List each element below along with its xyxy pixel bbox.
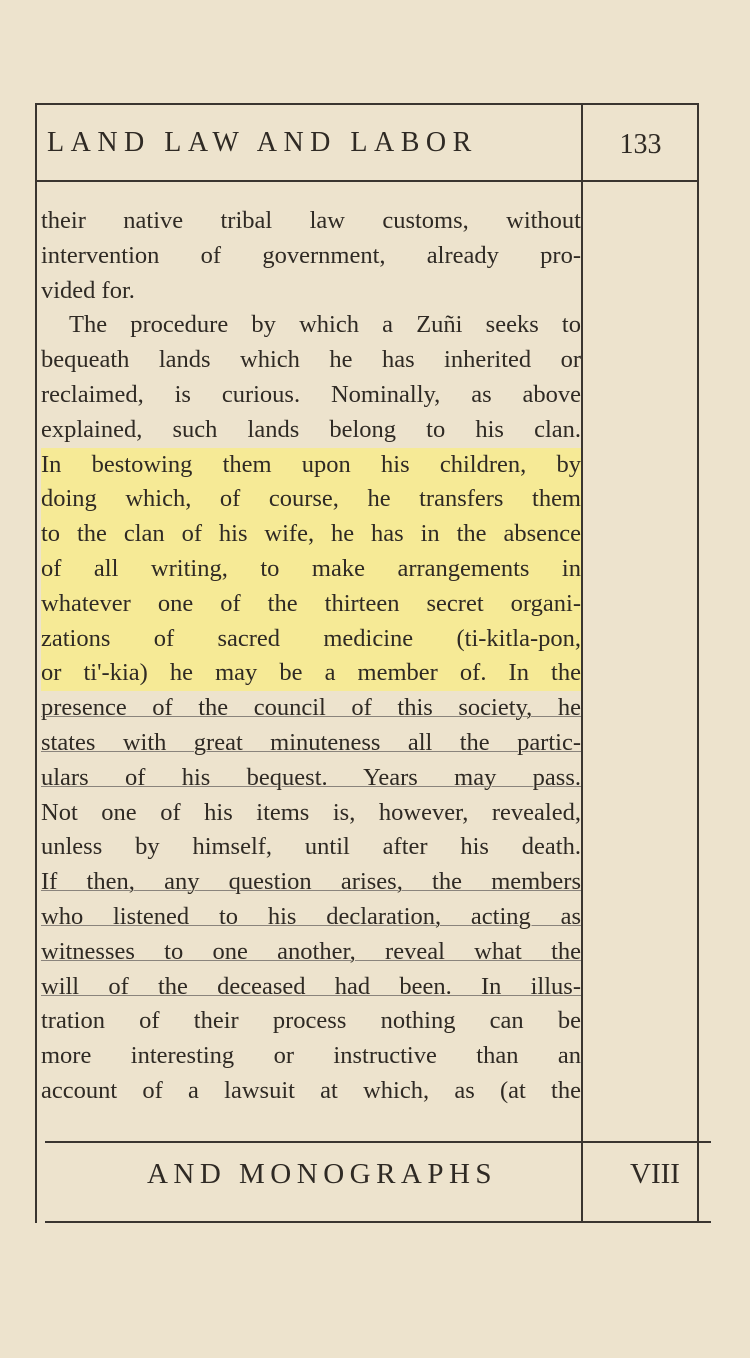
text-line: account of a lawsuit at which, as (at the [41,1076,581,1104]
highlighted-line: to the clan of his wife, he has in the absence [41,517,581,552]
column-divider [581,103,583,1221]
highlighted-line: doing which, of course, he transfers them [41,482,581,517]
text-line: more interesting or instructive than an [41,1042,581,1070]
highlighted-line: of all writing, to make arrangements in [41,552,581,587]
underlined-line: states with great minuteness all the partic- [41,728,581,756]
text-line: tration of their process nothing can be [41,1007,581,1035]
body-text [41,204,581,1109]
highlighted-line: whatever one of the thirteen secret organi- [41,587,581,622]
text-line: their native tribal law customs, without [41,207,581,234]
text-line: bequeath lands which he has inherited or [41,346,581,374]
text-line: Not one of his items is, however, revealed, [41,798,581,826]
volume-number: VIII [630,1158,680,1190]
footer-rule [45,1141,711,1143]
underlined-line: If then, any question arises, the members [41,868,581,896]
highlighted-line: or ti'-kia) he may be a member of. In the [41,656,581,691]
text-line: The procedure by which a Zuñi seeks to [69,311,581,339]
page-frame [35,103,699,1223]
frame-right-rule [697,103,699,1223]
frame-bottom-rule [45,1221,711,1223]
underlined-line: witnesses to one another, reveal what the [41,937,581,965]
text-line: reclaimed, is curious. Nominally, as above [41,380,581,408]
highlighted-line: zations of sacred medicine (ti-kitla-pon, [41,622,581,657]
frame-left-rule [35,103,37,1223]
text-line: unless by himself, until after his death. [41,833,581,861]
running-head-title: LAND LAW AND LABOR [47,127,478,158]
underlined-line: will of the deceased had been. In illus- [41,972,581,1000]
underlined-line: presence of the council of this society, he [41,694,581,722]
series-title: AND MONOGRAPHS [146,1158,498,1190]
text-line: vided for. [41,276,135,304]
text-line: intervention of government, already pro- [41,241,581,269]
page-number: 133 [619,129,662,160]
underlined-line: who listened to his declaration, acting as [41,902,581,930]
underlined-line: ulars of his bequest. Years may pass. [41,763,581,791]
text-line: explained, such lands belong to his clan. [41,415,581,443]
header-rule [35,180,699,182]
highlighted-line: In bestowing them upon his children, by [41,448,581,483]
frame-top-rule [35,103,699,105]
